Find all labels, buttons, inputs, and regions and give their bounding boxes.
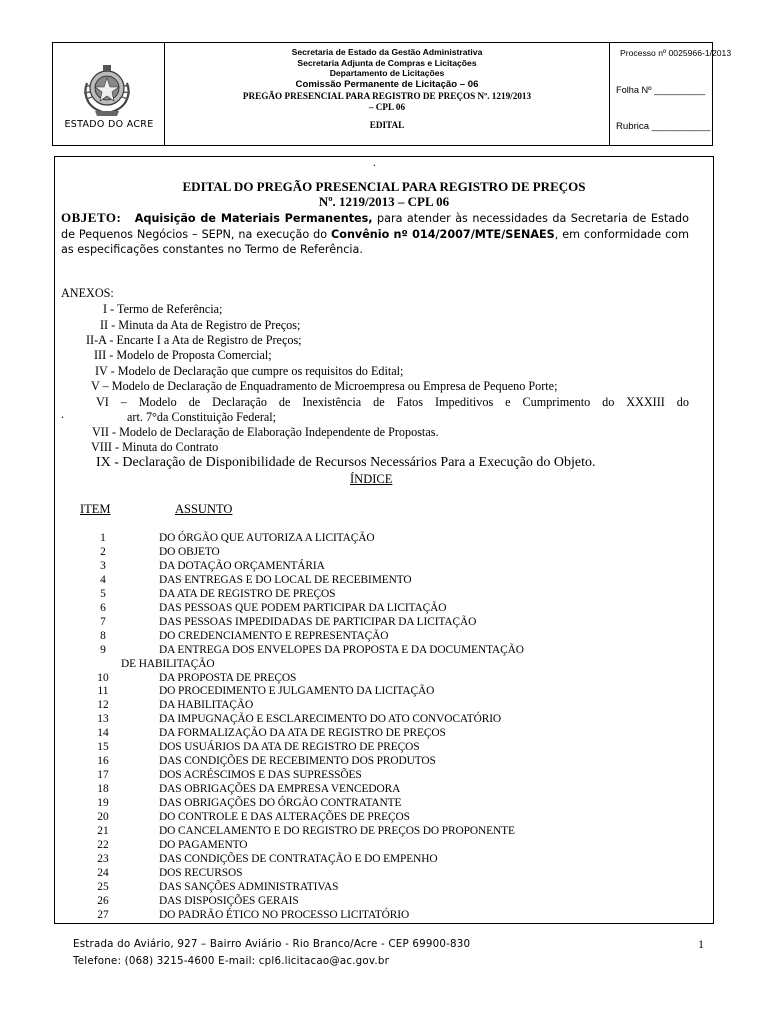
footer-contact: Telefone: (068) 3215-4600 E-mail: cpl6.licitacao@ac.gov.br xyxy=(73,955,390,967)
index-item-number: 22 xyxy=(97,838,109,851)
header-logo-cell xyxy=(53,43,165,145)
index-item-title: DOS RECURSOS xyxy=(159,866,243,879)
index-item-number: 17 xyxy=(97,769,109,782)
anexos-label: ANEXOS: xyxy=(61,286,114,300)
index-item-title: DAS CONDIÇÕES DE RECEBIMENTO DOS PRODUTOS xyxy=(159,755,436,768)
anexo-dot: . xyxy=(61,407,65,421)
index-item-number: 18 xyxy=(97,783,109,796)
header-line-1: Secretaria de Estado da Gestão Administrativa xyxy=(291,47,483,57)
index-item-title: DAS OBRIGAÇÕES DO ÓRGÃO CONTRATANTE xyxy=(159,797,402,810)
objeto-label: OBJETO: xyxy=(61,210,122,225)
index-item-number: 15 xyxy=(97,741,109,754)
objeto-bold-2: Convênio nº 014/2007/MTE/SENAES xyxy=(331,227,555,241)
header-line-4: Comissão Permanente de Licitação – 06 xyxy=(295,78,479,90)
index-item-title: DAS PESSOAS QUE PODEM PARTICIPAR DA LICITAÇÃO xyxy=(159,601,447,614)
index-item-title: DO CANCELAMENTO E DO REGISTRO DE PREÇOS DO PROPONENTE xyxy=(159,824,515,837)
index-item-title: DO PROCEDIMENTO E JULGAMENTO DA LICITAÇÃO xyxy=(159,685,435,698)
index-item-number: 16 xyxy=(97,755,109,768)
index-item-number: 10 xyxy=(97,671,109,684)
objeto-text-2: , em conformidade com as especificações constantes no Termo de Referência. xyxy=(61,227,689,256)
index-item-number: 8 xyxy=(100,629,106,642)
index-item-title: DE HABILITAÇÃO xyxy=(121,657,215,670)
index-item-number: 26 xyxy=(97,894,109,907)
edital-number: Nº. 1219/2013 – CPL 06 xyxy=(318,194,450,209)
folha-field: Folha Nº __________ xyxy=(616,85,706,95)
index-item-title: DA DOTAÇÃO ORÇAMENTÁRIA xyxy=(159,559,325,572)
header-table xyxy=(52,42,732,146)
index-item-number: 19 xyxy=(97,797,109,810)
index-item-number: 4 xyxy=(100,573,106,586)
index-item-number: 5 xyxy=(100,587,106,600)
objeto-paragraph xyxy=(61,210,689,258)
page-number: 1 xyxy=(698,937,704,951)
objeto-text-1: para atender às necessidades da Secretaria de Estado de Pequenos Negócios – SEPN, na execução do xyxy=(61,212,690,241)
dot-mark: . xyxy=(373,157,376,169)
anexo-item-continued: art. 7°da Constituição Federal; xyxy=(127,410,277,424)
index-item-number: 3 xyxy=(100,559,106,572)
index-item-number: 11 xyxy=(97,685,109,698)
index-item-title: DAS ENTREGAS E DO LOCAL DE RECEBIMENTO xyxy=(159,573,412,586)
index-item-number: 21 xyxy=(97,824,109,837)
index-item-number: 9 xyxy=(100,643,106,656)
header-line-6: – CPL 06 xyxy=(368,102,406,112)
edital-title: EDITAL DO PREGÃO PRESENCIAL PARA REGISTRO DE PREÇOS xyxy=(182,179,586,194)
index-item-title: DAS DISPOSIÇÕES GERAIS xyxy=(159,894,299,907)
index-item-title: DA IMPUGNAÇÃO E ESCLARECIMENTO DO ATO CONVOCATÓRIO xyxy=(159,713,502,726)
index-item-title: DO CREDENCIAMENTO E REPRESENTAÇÃO xyxy=(159,629,389,642)
index-item-number: 24 xyxy=(97,866,109,879)
state-seal-icon xyxy=(81,63,133,117)
header-line-3: Departamento de Licitações xyxy=(329,68,445,78)
index-item-title: DO OBJETO xyxy=(159,545,220,558)
anexo-item: II - Minuta da Ata de Registro de Preços; xyxy=(100,318,301,332)
index-item-number: 1 xyxy=(100,532,106,544)
index-item-title: DO CONTROLE E DAS ALTERAÇÕES DE PREÇOS xyxy=(159,811,410,823)
edital-body-box xyxy=(54,156,714,924)
index-item-title: DO ÓRGÃO QUE AUTORIZA A LICITAÇÃO xyxy=(159,532,375,544)
header-line-2: Secretaria Adjunta de Compras e Licitações xyxy=(297,57,477,68)
index-item-number: 20 xyxy=(97,811,109,823)
anexo-item: I - Termo de Referência; xyxy=(103,302,223,316)
process-number: Processo nº 0025966-1/2013 xyxy=(620,48,732,58)
index-item-number: 14 xyxy=(97,727,109,740)
index-item-title: DOS USUÁRIOS DA ATA DE REGISTRO DE PREÇOS xyxy=(159,741,420,754)
state-name: ESTADO DO ACRE xyxy=(64,119,154,130)
anexo-item: VII - Modelo de Declaração de Elaboração Independente de Propostas. xyxy=(92,425,439,439)
index-item-number: 27 xyxy=(97,908,109,921)
index-item-title: DAS PESSOAS IMPEDIDADAS DE PARTICIPAR DA LICITAÇÃO xyxy=(159,615,477,628)
index-item-number: 6 xyxy=(100,601,106,614)
anexo-item: IX - Declaração de Disponibilidade de Recursos Necessários Para a Execução do Objeto. xyxy=(96,455,596,470)
index-item-number: 23 xyxy=(97,852,109,865)
anexo-item: III - Modelo de Proposta Comercial; xyxy=(94,348,272,362)
rubrica-field: Rubrica ___________ xyxy=(616,121,711,132)
anexo-item: V – Modelo de Declaração de Enquadramento de Microempresa ou Empresa de Pequeno Porte; xyxy=(91,379,558,393)
index-item-number: 25 xyxy=(97,880,109,893)
header-line-5: PREGÃO PRESENCIAL PARA REGISTRO DE PREÇOS Nº. 1219/2013 xyxy=(242,90,532,101)
anexo-item: VI – Modelo de Declaração de Inexistência de Fatos Impeditivos e Cumprimento do XXXIII do xyxy=(96,395,689,409)
index-item-title: DA FORMALIZAÇÃO DA ATA DE REGISTRO DE PREÇOS xyxy=(159,727,446,740)
header-process-cell xyxy=(610,43,732,145)
anexo-item: IV - Modelo de Declaração que cumpre os requisitos do Edital; xyxy=(95,364,404,378)
index-item-number: 7 xyxy=(100,615,106,628)
index-item-title: DO PAGAMENTO xyxy=(159,838,248,851)
index-item-title: DOS ACRÉSCIMOS E DAS SUPRESSÕES xyxy=(159,769,362,782)
index-item-title: DO PADRÃO ÉTICO NO PROCESSO LICITATÓRIO xyxy=(159,908,410,921)
header-title-cell xyxy=(165,43,610,145)
index-item-title: DA ENTREGA DOS ENVELOPES DA PROPOSTA E DA DOCUMENTAÇÃO xyxy=(159,643,524,656)
index-item-title: DAS SANÇÕES ADMINISTRATIVAS xyxy=(159,880,339,893)
index-item-title: DAS OBRIGAÇÕES DA EMPRESA VENCEDORA xyxy=(159,783,401,796)
footer-address: Estrada do Aviário, 927 – Bairro Aviário - Rio Branco/Acre - CEP 69900-830 xyxy=(73,938,471,950)
objeto-bold-1: Aquisição de Materiais Permanentes, xyxy=(134,212,373,225)
index-item-title: DA ATA DE REGISTRO DE PREÇOS xyxy=(159,587,336,600)
index-item-title: DA PROPOSTA DE PREÇOS xyxy=(159,671,297,684)
index-item-title: DA HABILITAÇÃO xyxy=(159,699,254,712)
index-item-number: 2 xyxy=(100,545,106,558)
anexo-item: VIII - Minuta do Contrato xyxy=(91,440,219,454)
item-column-header: ITEM xyxy=(80,502,111,516)
anexo-item: II-A - Encarte I a Ata de Registro de Preços; xyxy=(86,333,302,347)
index-item-title: DAS CONDIÇÕES DE CONTRATAÇÃO E DO EMPENHO xyxy=(159,852,438,865)
assunto-column-header: ASSUNTO xyxy=(175,502,233,516)
index-item-number: 13 xyxy=(97,713,109,726)
index-item-number: 12 xyxy=(97,699,109,712)
header-line-7: EDITAL xyxy=(369,119,405,130)
indice-heading: ÍNDICE xyxy=(350,472,393,486)
